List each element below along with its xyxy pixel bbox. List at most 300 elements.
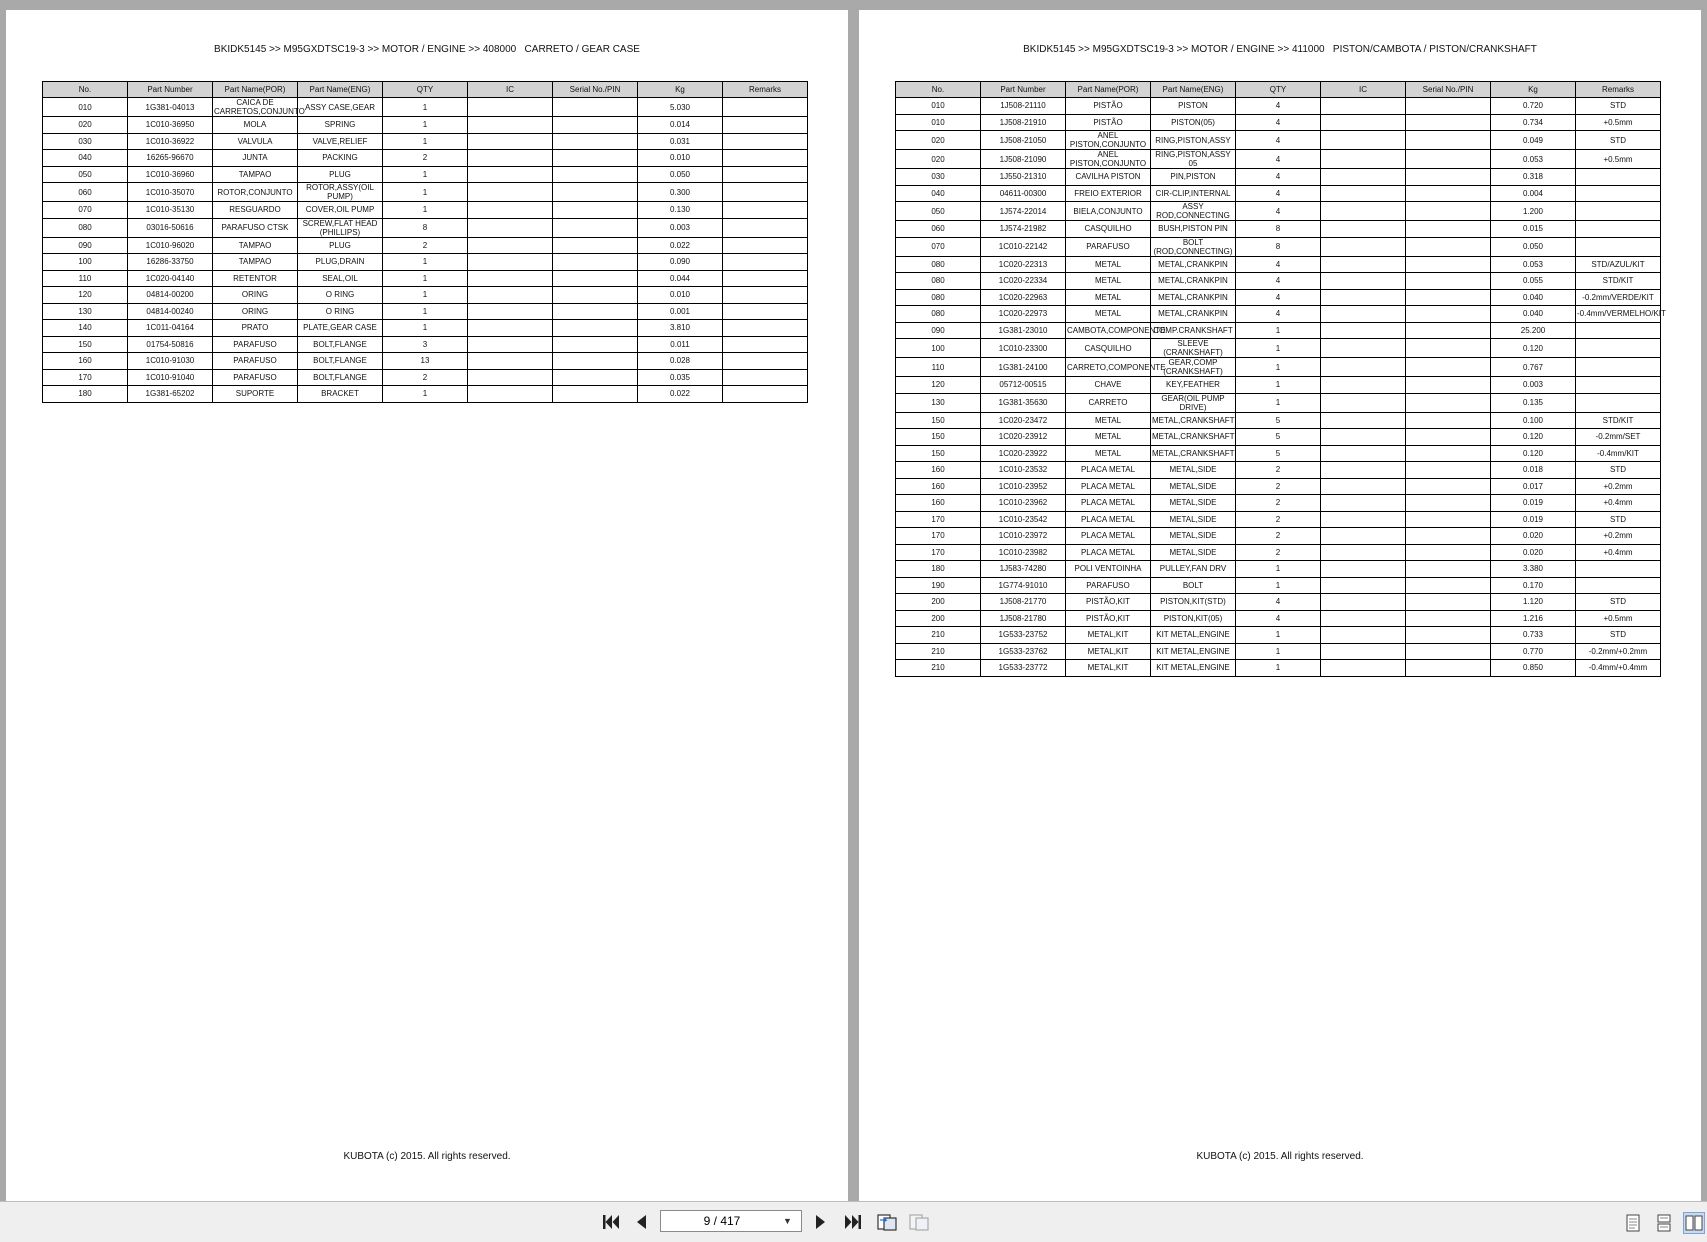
table-cell xyxy=(1406,627,1491,644)
table-cell: 010 xyxy=(896,98,981,115)
table-cell xyxy=(1576,339,1661,358)
table-row xyxy=(43,98,808,117)
table-cell: 4 xyxy=(1236,256,1321,273)
table-cell: 1C020-23472 xyxy=(981,412,1066,429)
table-cell: METAL xyxy=(1066,273,1151,290)
table-cell: 1C010-22142 xyxy=(981,237,1066,256)
table-cell: +0.5mm xyxy=(1576,114,1661,131)
table-cell: CAVILHA PISTON xyxy=(1066,169,1151,186)
table-cell xyxy=(1321,393,1406,412)
table-cell: GEAR,COMP (CRANKSHAFT) xyxy=(1151,358,1236,377)
table-cell: STD/KIT xyxy=(1576,412,1661,429)
table-cell: 0.733 xyxy=(1491,627,1576,644)
table-row xyxy=(43,336,808,353)
table-cell: 0.090 xyxy=(638,254,723,271)
table-cell xyxy=(553,183,638,202)
table-cell: 5 xyxy=(1236,412,1321,429)
table-cell: METAL,KIT xyxy=(1066,643,1151,660)
table-cell: 120 xyxy=(896,377,981,394)
page-number-field[interactable] xyxy=(660,1210,802,1232)
table-cell: 0.044 xyxy=(638,270,723,287)
table-cell: SCREW,FLAT HEAD (PHILLIPS) xyxy=(298,218,383,237)
table-cell: 170 xyxy=(896,511,981,528)
page-footer: KUBOTA (c) 2015. All rights reserved. xyxy=(343,1151,511,1162)
table-cell: METAL xyxy=(1066,289,1151,306)
table-row xyxy=(896,429,1661,446)
table-cell: 8 xyxy=(383,218,468,237)
table-cell: 1 xyxy=(1236,627,1321,644)
table-cell: 1G381-24100 xyxy=(981,358,1066,377)
table-cell: 2 xyxy=(383,237,468,254)
table-cell: CAMBOTA,COMPONENTE xyxy=(1066,322,1151,339)
table-cell: PLACA METAL xyxy=(1066,495,1151,512)
table-cell: METAL xyxy=(1066,412,1151,429)
table-cell xyxy=(1321,429,1406,446)
table-cell xyxy=(1406,185,1491,202)
table-cell: 05712-00515 xyxy=(981,377,1066,394)
table-cell: +0.5mm xyxy=(1576,610,1661,627)
table-cell: 210 xyxy=(896,660,981,677)
table-cell: 3.810 xyxy=(638,320,723,337)
table-cell xyxy=(1406,150,1491,169)
table-cell: 1 xyxy=(383,320,468,337)
table-cell: 170 xyxy=(896,528,981,545)
table-cell: 1 xyxy=(383,183,468,202)
table-row xyxy=(896,185,1661,202)
table-row xyxy=(896,169,1661,186)
table-cell: METAL,CRANKPIN xyxy=(1151,289,1236,306)
table-cell xyxy=(553,369,638,386)
table-cell: CHAVE xyxy=(1066,377,1151,394)
table-cell: 1 xyxy=(383,386,468,403)
table-cell xyxy=(553,166,638,183)
table-cell xyxy=(723,254,808,271)
table-cell xyxy=(723,353,808,370)
table-cell xyxy=(553,320,638,337)
table-cell: 180 xyxy=(43,386,128,403)
table-cell xyxy=(1406,202,1491,221)
table-cell: 04814-00240 xyxy=(128,303,213,320)
table-cell xyxy=(723,117,808,134)
table-cell: 0.767 xyxy=(1491,358,1576,377)
table-cell: 8 xyxy=(1236,221,1321,238)
table-cell: METAL,SIDE xyxy=(1151,528,1236,545)
table-row xyxy=(43,369,808,386)
page-number-input[interactable] xyxy=(661,1213,783,1229)
table-cell xyxy=(1576,561,1661,578)
table-cell: 210 xyxy=(896,643,981,660)
table-cell: 010 xyxy=(896,114,981,131)
table-cell: 1C010-36922 xyxy=(128,133,213,150)
table-cell: 0.017 xyxy=(1491,478,1576,495)
table-cell xyxy=(1406,445,1491,462)
table-cell: BOLT,FLANGE xyxy=(298,336,383,353)
table-cell: -0.2mm/SET xyxy=(1576,429,1661,446)
table-row xyxy=(896,511,1661,528)
table-cell xyxy=(723,218,808,237)
table-row xyxy=(896,544,1661,561)
table-cell xyxy=(1321,358,1406,377)
table-cell: 0.053 xyxy=(1491,256,1576,273)
table-cell: TAMPAO xyxy=(213,166,298,183)
table-row xyxy=(43,218,808,237)
table-cell: PLUG xyxy=(298,237,383,254)
table-cell: PARAFUSO CTSK xyxy=(213,218,298,237)
table-cell: 1C010-23952 xyxy=(981,478,1066,495)
table-row xyxy=(896,643,1661,660)
table-cell: METAL,CRANKSHAFT xyxy=(1151,445,1236,462)
single-page-view-icon[interactable] xyxy=(1622,1212,1644,1234)
table-cell: PARAFUSO xyxy=(1066,577,1151,594)
table-cell: 080 xyxy=(896,273,981,290)
column-header: Part Name(ENG) xyxy=(1151,82,1236,98)
table-cell: 1J508-21050 xyxy=(981,131,1066,150)
table-cell: STD xyxy=(1576,462,1661,479)
table-cell xyxy=(1321,98,1406,115)
table-cell: 0.770 xyxy=(1491,643,1576,660)
table-cell xyxy=(723,386,808,403)
table-cell: PLUG,DRAIN xyxy=(298,254,383,271)
table-cell: RING,PISTON,ASSY 05 xyxy=(1151,150,1236,169)
table-cell xyxy=(1406,511,1491,528)
table-cell: METAL xyxy=(1066,256,1151,273)
next-page-icon[interactable] xyxy=(808,1210,834,1234)
table-cell: KIT METAL,ENGINE xyxy=(1151,643,1236,660)
table-cell xyxy=(1406,577,1491,594)
table-cell: 1 xyxy=(383,117,468,134)
table-cell: 1G381-04013 xyxy=(128,98,213,117)
table-cell: 1G381-23010 xyxy=(981,322,1066,339)
table-cell: 0.170 xyxy=(1491,577,1576,594)
table-row xyxy=(43,270,808,287)
table-cell: 4 xyxy=(1236,273,1321,290)
table-cell: 0.010 xyxy=(638,150,723,167)
column-header: Part Name(POR) xyxy=(1066,82,1151,98)
table-cell: 090 xyxy=(896,322,981,339)
column-header: Serial No./PIN xyxy=(1406,82,1491,98)
table-cell: 1 xyxy=(383,98,468,117)
table-row xyxy=(43,320,808,337)
table-cell: 2 xyxy=(1236,462,1321,479)
table-cell: 120 xyxy=(43,287,128,304)
continuous-view-icon[interactable] xyxy=(1653,1212,1675,1234)
sync-view-icon[interactable] xyxy=(874,1210,900,1234)
table-row xyxy=(896,660,1661,677)
table-cell: 1G533-23762 xyxy=(981,643,1066,660)
table-cell: CARRETO xyxy=(1066,393,1151,412)
table-cell: PULLEY,FAN DRV xyxy=(1151,561,1236,578)
table-cell: 1G533-23772 xyxy=(981,660,1066,677)
table-cell: METAL,SIDE xyxy=(1151,495,1236,512)
table-cell xyxy=(553,237,638,254)
table-cell xyxy=(1321,412,1406,429)
table-cell: +0.5mm xyxy=(1576,150,1661,169)
table-cell: PACKING xyxy=(298,150,383,167)
table-cell xyxy=(1406,306,1491,323)
table-cell: 150 xyxy=(896,429,981,446)
table-cell: METAL,SIDE xyxy=(1151,544,1236,561)
table-cell: PLUG xyxy=(298,166,383,183)
table-cell xyxy=(1321,273,1406,290)
table-cell xyxy=(1406,131,1491,150)
table-cell: 0.120 xyxy=(1491,445,1576,462)
table-cell: 160 xyxy=(896,495,981,512)
table-row xyxy=(896,339,1661,358)
table-row xyxy=(43,254,808,271)
table-cell xyxy=(1576,202,1661,221)
table-cell: 4 xyxy=(1236,289,1321,306)
table-cell xyxy=(1406,429,1491,446)
page-footer: KUBOTA (c) 2015. All rights reserved. xyxy=(1196,1151,1364,1162)
table-cell: 170 xyxy=(43,369,128,386)
table-cell: 140 xyxy=(43,320,128,337)
table-cell: 1J508-21090 xyxy=(981,150,1066,169)
table-cell: 4 xyxy=(1236,202,1321,221)
table-cell: 4 xyxy=(1236,306,1321,323)
table-cell xyxy=(1576,221,1661,238)
table-row xyxy=(896,289,1661,306)
table-cell xyxy=(1321,114,1406,131)
table-cell: 0.011 xyxy=(638,336,723,353)
table-cell: 1C020-22334 xyxy=(981,273,1066,290)
table-cell: 0.022 xyxy=(638,386,723,403)
table-cell: GEAR(OIL PUMP DRIVE) xyxy=(1151,393,1236,412)
table-cell: 170 xyxy=(896,544,981,561)
table-cell: 4 xyxy=(1236,594,1321,611)
table-cell xyxy=(1321,445,1406,462)
table-cell: 070 xyxy=(43,202,128,219)
table-row xyxy=(43,150,808,167)
table-cell: PISTON,KIT(05) xyxy=(1151,610,1236,627)
chevron-down-icon[interactable]: ▼ xyxy=(783,1216,792,1226)
table-row xyxy=(43,202,808,219)
table-cell xyxy=(1406,561,1491,578)
table-cell: METAL xyxy=(1066,429,1151,446)
table-cell: 0.053 xyxy=(1491,150,1576,169)
table-cell xyxy=(723,369,808,386)
sync-view-disabled-icon[interactable] xyxy=(906,1210,932,1234)
table-cell xyxy=(1321,561,1406,578)
table-header-row xyxy=(43,82,808,98)
table-cell: 8 xyxy=(1236,237,1321,256)
table-cell xyxy=(1406,478,1491,495)
table-cell: 03016-50616 xyxy=(128,218,213,237)
table-cell: STD xyxy=(1576,511,1661,528)
table-row xyxy=(43,386,808,403)
table-cell: 1C020-23912 xyxy=(981,429,1066,446)
table-cell: RING,PISTON,ASSY xyxy=(1151,131,1236,150)
table-cell: ORING xyxy=(213,287,298,304)
table-cell xyxy=(1406,273,1491,290)
table-cell xyxy=(1321,221,1406,238)
table-cell: +0.4mm xyxy=(1576,495,1661,512)
table-cell: PISTON xyxy=(1151,98,1236,115)
table-cell: 1 xyxy=(1236,358,1321,377)
table-row xyxy=(896,150,1661,169)
table-cell: PARAFUSO xyxy=(213,353,298,370)
table-cell: 2 xyxy=(1236,495,1321,512)
table-cell: 1 xyxy=(1236,643,1321,660)
table-cell: ORING xyxy=(213,303,298,320)
table-cell: METAL,KIT xyxy=(1066,627,1151,644)
table-cell xyxy=(553,386,638,403)
last-page-icon[interactable] xyxy=(840,1210,866,1234)
table-cell xyxy=(553,353,638,370)
table-cell xyxy=(468,133,553,150)
table-cell: 0.720 xyxy=(1491,98,1576,115)
table-cell: BOLT,FLANGE xyxy=(298,353,383,370)
table-row xyxy=(896,273,1661,290)
table-cell xyxy=(1406,660,1491,677)
table-cell xyxy=(1576,393,1661,412)
table-cell: 2 xyxy=(1236,528,1321,545)
column-header: Kg xyxy=(1491,82,1576,98)
table-cell: 1 xyxy=(1236,322,1321,339)
table-cell: 4 xyxy=(1236,169,1321,186)
table-row xyxy=(896,445,1661,462)
table-cell: METAL,CRANKSHAFT xyxy=(1151,429,1236,446)
table-cell: 160 xyxy=(896,478,981,495)
table-cell: 4 xyxy=(1236,131,1321,150)
table-cell: 0.001 xyxy=(638,303,723,320)
table-cell: STD xyxy=(1576,131,1661,150)
table-row xyxy=(896,594,1661,611)
table-cell: 1 xyxy=(383,254,468,271)
table-cell: COMP.CRANKSHAFT xyxy=(1151,322,1236,339)
table-cell xyxy=(1576,358,1661,377)
table-cell: 1 xyxy=(383,166,468,183)
table-cell: METAL xyxy=(1066,445,1151,462)
two-page-view-icon[interactable] xyxy=(1683,1212,1705,1234)
prev-page-icon[interactable] xyxy=(628,1210,654,1234)
first-page-icon[interactable] xyxy=(598,1210,624,1234)
table-row xyxy=(896,202,1661,221)
table-cell xyxy=(1321,256,1406,273)
table-row xyxy=(896,495,1661,512)
table-row xyxy=(43,303,808,320)
table-cell: KEY,FEATHER xyxy=(1151,377,1236,394)
table-cell: 110 xyxy=(896,358,981,377)
table-cell xyxy=(553,218,638,237)
table-row xyxy=(43,183,808,202)
table-row xyxy=(43,237,808,254)
table-cell: STD/AZUL/KIT xyxy=(1576,256,1661,273)
table-cell: BOLT xyxy=(1151,577,1236,594)
table-cell: PLACA METAL xyxy=(1066,544,1151,561)
table-cell: PLACA METAL xyxy=(1066,478,1151,495)
table-cell: SEAL,OIL xyxy=(298,270,383,287)
table-cell: PIN,PISTON xyxy=(1151,169,1236,186)
table-cell: 0.050 xyxy=(1491,237,1576,256)
table-cell xyxy=(1321,544,1406,561)
table-cell: 040 xyxy=(896,185,981,202)
table-cell: 040 xyxy=(43,150,128,167)
table-cell: STD/KIT xyxy=(1576,273,1661,290)
table-cell: BUSH,PISTON PIN xyxy=(1151,221,1236,238)
table-cell: 0.120 xyxy=(1491,339,1576,358)
table-cell: 0.850 xyxy=(1491,660,1576,677)
table-cell: 1 xyxy=(1236,377,1321,394)
table-cell: 1.120 xyxy=(1491,594,1576,611)
table-cell xyxy=(1406,412,1491,429)
parts-table xyxy=(895,81,1666,677)
table-cell: 1.216 xyxy=(1491,610,1576,627)
table-cell: VALVE,RELIEF xyxy=(298,133,383,150)
table-row xyxy=(896,131,1661,150)
table-cell: 080 xyxy=(896,256,981,273)
table-cell: 13 xyxy=(383,353,468,370)
table-cell: 0.020 xyxy=(1491,528,1576,545)
table-cell: 1J508-21110 xyxy=(981,98,1066,115)
table-row xyxy=(896,412,1661,429)
table-cell: 1 xyxy=(1236,393,1321,412)
table-cell: 020 xyxy=(896,131,981,150)
table-cell: -0.2mm/VERDE/KIT xyxy=(1576,289,1661,306)
table-cell: RESGUARDO xyxy=(213,202,298,219)
table-cell: -0.4mm/VERMELHO/KIT xyxy=(1576,306,1661,323)
table-cell: 1 xyxy=(1236,339,1321,358)
column-header: Part Number xyxy=(981,82,1066,98)
table-cell xyxy=(1406,528,1491,545)
table-cell: BIELA,CONJUNTO xyxy=(1066,202,1151,221)
table-cell xyxy=(1321,660,1406,677)
column-header: Part Name(POR) xyxy=(213,82,298,98)
table-row xyxy=(896,393,1661,412)
column-header: Part Number xyxy=(128,82,213,98)
table-cell xyxy=(723,303,808,320)
table-cell xyxy=(1321,306,1406,323)
table-cell: 1J508-21780 xyxy=(981,610,1066,627)
table-cell: RETENTOR xyxy=(213,270,298,287)
table-cell: PISTÃO xyxy=(1066,114,1151,131)
table-cell: 0.018 xyxy=(1491,462,1576,479)
table-cell: 04611-00300 xyxy=(981,185,1066,202)
table-cell: 1C010-23962 xyxy=(981,495,1066,512)
table-cell xyxy=(1321,643,1406,660)
table-cell: METAL,SIDE xyxy=(1151,462,1236,479)
table-cell: ROTOR,CONJUNTO xyxy=(213,183,298,202)
table-cell: 160 xyxy=(896,462,981,479)
table-cell: O RING xyxy=(298,287,383,304)
table-cell xyxy=(1321,462,1406,479)
table-cell: 0.135 xyxy=(1491,393,1576,412)
table-cell: 2 xyxy=(1236,511,1321,528)
table-cell xyxy=(1406,114,1491,131)
table-cell: 100 xyxy=(43,254,128,271)
table-cell: VALVULA xyxy=(213,133,298,150)
table-cell: CAICA DE CARRETOS,CONJUNTO xyxy=(214,98,305,116)
table-cell: 150 xyxy=(896,445,981,462)
table-cell xyxy=(468,270,553,287)
table-cell xyxy=(1321,322,1406,339)
table-cell: METAL xyxy=(1066,306,1151,323)
table-cell xyxy=(1406,610,1491,627)
table-cell: 200 xyxy=(896,594,981,611)
table-cell: METAL,CRANKPIN xyxy=(1151,256,1236,273)
table-row xyxy=(896,377,1661,394)
table-cell xyxy=(723,183,808,202)
table-cell: 1C010-36960 xyxy=(128,166,213,183)
table-cell xyxy=(553,270,638,287)
table-cell: STD xyxy=(1576,627,1661,644)
table-cell xyxy=(1321,577,1406,594)
table-cell: 010 xyxy=(43,98,128,117)
table-cell: METAL,CRANKPIN xyxy=(1151,306,1236,323)
table-cell: TAMPAO xyxy=(213,254,298,271)
table-cell: SPRING xyxy=(298,117,383,134)
table-cell: 0.040 xyxy=(1491,306,1576,323)
table-cell xyxy=(1321,150,1406,169)
